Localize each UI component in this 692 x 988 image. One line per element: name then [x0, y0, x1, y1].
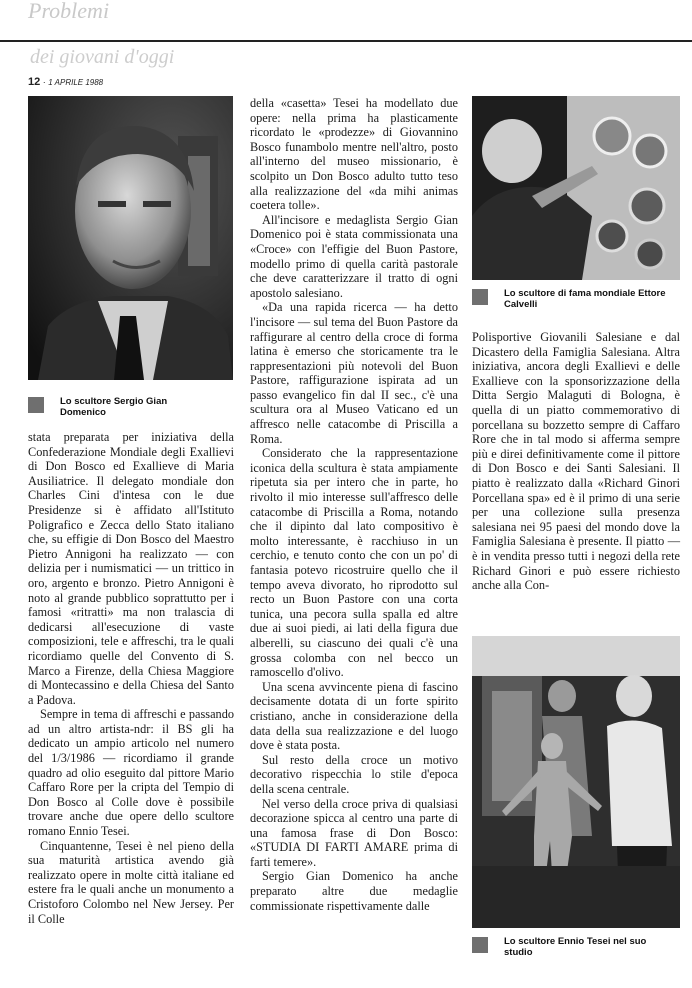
article-column-2	[250, 96, 458, 913]
article-column-3	[472, 330, 680, 593]
issue-date: 1 APRILE 1988	[48, 78, 104, 87]
paragraph: Polisportive Giovanili Salesiane e dal Dicastero della Famiglia Salesiana. Altra iniziativa, ancora degli Exallievi e delle Exallieve con la sponsorizzazione della Ditta Sergio Malaguti di Bologna, è quella di un piatto commemorativo di porcellana su bozzetto sempre di Caffaro Rore che in tal modo si afferma sempre più e direi definitivamente come il pittore di Don Bosco e dei Santi Salesiani. Il piatto è realizzato dalla «Richard Ginori Porcellana spa» ed è il primo di una serie per una collezione sulla presenza salesiana nei 95 paesi del mondo dove la Famiglia Salesiana è presente. Il piatto — è in vendita presso tutti i negozi della rete Richard Ginori e può essere richiesto anche alla Con-	[472, 330, 680, 593]
paragraph: Sempre in tema di affreschi e passando ad un altro artista-ndr: il BS gli ha dedicato un ampio articolo nel numero del 1/3/1986 — ricordiamo il grande quadro ad olio eseguito dal pittore Mario Caffaro Rore per la cripta del Tempio di Don Bosco al Colle dove è possibile trovare anche due opere dello scultore romano Ennio Tesei.	[28, 707, 234, 839]
page-number: 12	[28, 76, 41, 88]
paragraph: Considerato che la rappresentazione iconica della scultura è stata ampiamente ripetuta sia per intero che in parte, ho rivolto il mio interesse sull'affresco delle catacombe di Priscilla a Roma, notando che il dipinto dal lato compositivo è molto interessante, è racchiuso in un cerchio, e tenuto conto che con un po' di fantasia potevo ricostruire quello che il tempo aveva divorato, ho riprodotto sul recto un Buon Pastore con una corta tunica, una pecora sulla spalla ed altre due ai suoi piedi, ai lati della figura due alberelli, su ciascuno dei quali c'è una grossa colomba con nel becco un ramoscello d'olivo.	[250, 446, 458, 680]
portrait-photo	[28, 96, 233, 380]
tesei-photo	[472, 636, 680, 928]
paragraph: Una scena avvincente piena di fascino decisamente dotata di un forte spirito cristiano, anche in considerazione della data della sua realizzazione e del luogo dove è stata posta.	[250, 679, 458, 753]
paragraph: Nel verso della croce priva di qualsiasi decorazione spicca al centro una parte di una famosa frase di Don Bosco: «STUDIA DI FARTI AMARE prima di farti temere».	[250, 796, 458, 869]
portrait-caption: Lo scultore Sergio Gian Domenico	[28, 396, 233, 420]
paragraph: Cinquantenne, Tesei è nel pieno della sua maturità artistica avendo già realizzato opere in molte città italiane ed estere fra le quali anche un monumento a Cristoforo Colombo nel New Jersey. Per il Colle	[28, 838, 234, 926]
tesei-caption: Lo scultore Ennio Tesei nel suo studio	[472, 936, 680, 960]
article-column-1	[28, 430, 234, 926]
paragraph: stata preparata per iniziativa della Confederazione Mondiale degli Exallievi di Don Bosco ed Exallieve di Maria Ausiliatrice. Il delegato mondiale don Charles Cini d'intesa con le due Presidenze si è affidato all'Istituto Poligrafico e Zecca dello Stato italiano che, su effigie di Don Bosco del Maestro Pietro Annigoni ha realizzato — con delizia per i numismatici — un trittico in oro, argento e bronzo. Pietro Annigoni è noto al grande pubblico soprattutto per i famosi «ritratti» ma non tralascia di dedicarsi all'esecuzione di vaste composizioni, tele e affreschi, tra le quali ricordiamo quelle del Convento di S. Marco a Firenze, della Chiesa Maggiore di Montecassino e della Chiesa del Santo a Padova.	[28, 430, 234, 707]
paragraph: Sergio Gian Domenico ha anche preparato altre due medaglie commissionate rispettivamente dalle	[250, 869, 458, 913]
paragraph: della «casetta» Tesei ha modellato due opere: nella prima ha plasticamente ricordato le «prodezze» di Giovannino Bosco funambolo mentre nell'altro, posto all'interno del museo missionario, è scolpito un Don Bosco adulto tutto teso alla realizzazione del «da mihi animas coetera tolle».	[250, 96, 458, 213]
bleed-through-header: Problemi	[28, 0, 110, 23]
calvelli-photo	[472, 96, 680, 280]
caption-marker	[472, 289, 488, 305]
header-rule	[0, 40, 692, 42]
header-separator: ·	[42, 77, 49, 87]
calvelli-caption: Lo scultore di fama mondiale Ettore Calvelli	[472, 288, 680, 312]
paragraph: Sul resto della croce un motivo decorativo rispecchia lo stile d'epoca della scena centrale.	[250, 752, 458, 796]
caption-marker	[28, 397, 44, 413]
paragraph: All'incisore e medaglista Sergio Gian Domenico poi è stata commissionata una «Croce» con l'effigie del Buon Pastore, modello primo di quella carità pastorale che deve caratterizzare il tratto di ogni apostolo salesiano.	[250, 212, 458, 300]
paragraph: «Da una rapida ricerca — ha detto l'incisore — sul tema del Buon Pastore da raffigurare al centro della croce di forma latina è emerso che storicamente tra le rappresentazioni più notevoli del Buon Pastore, raffigurazione ispirata ad un passo evangelico fin dal II sec., c'è una scultura ora al Museo Vaticano ed un affresco nelle catacombe di Priscilla a Roma.	[250, 300, 458, 446]
caption-marker	[472, 937, 488, 953]
page-header	[28, 76, 103, 88]
bleed-through-subhead: dei giovani d'oggi	[30, 46, 175, 68]
